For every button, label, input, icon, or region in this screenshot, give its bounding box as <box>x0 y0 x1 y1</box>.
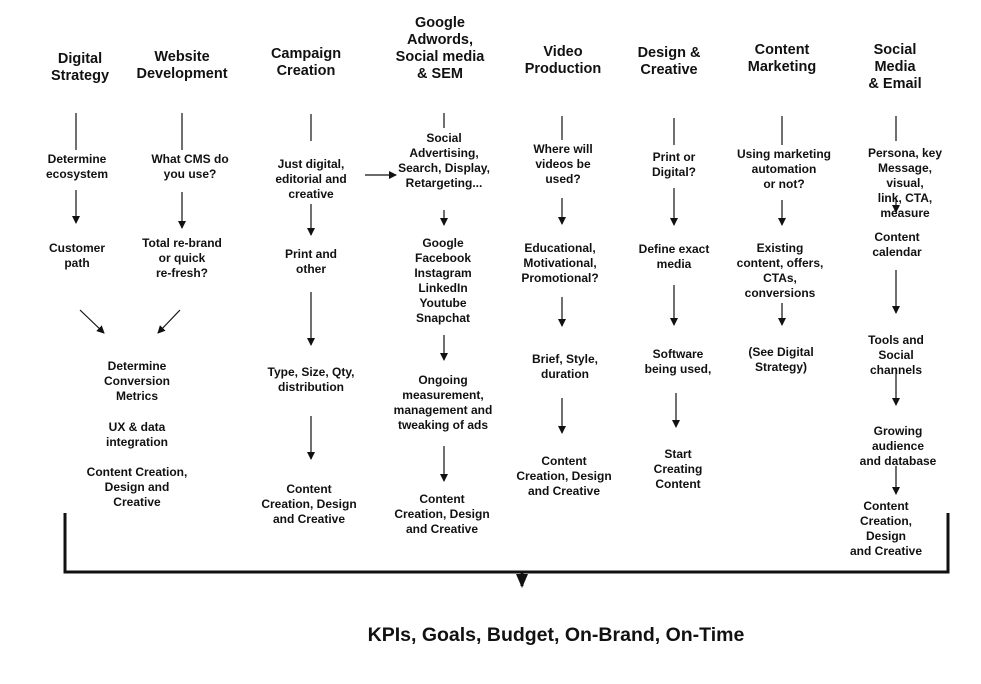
step-content-creation: Content Creation, Design and Creative <box>394 492 490 536</box>
shared-step-ux-data: UX & data integration <box>106 420 168 449</box>
step-content-creation: Content Creation, Design and Creative <box>261 482 357 526</box>
step-what-cms: What CMS do you use? <box>151 152 229 181</box>
step-growing-audience: Growing audience and database <box>859 424 937 468</box>
step-persona-message: Persona, key Message, visual, link, CTA, measure <box>867 146 943 220</box>
step-content-creation: Content Creation, Design and Creative <box>516 454 612 498</box>
step-software-used: Software being used, <box>644 347 712 376</box>
footer-summary: KPIs, Goals, Budget, On-Brand, On-Time <box>367 624 745 646</box>
shared-step-conversion-metrics: Determine Conversion Metrics <box>103 359 171 403</box>
step-content-calendar: Content calendar <box>872 230 922 259</box>
step-start-creating: Start Creating Content <box>653 447 703 491</box>
column-header-campaign-creation: Campaign Creation <box>270 46 342 79</box>
step-print-digital: Print or Digital? <box>652 150 696 179</box>
flow-arrow <box>80 310 104 333</box>
step-social-advertising: Social Advertising, Search, Display, Retargeting... <box>398 131 490 190</box>
step-tools-social: Tools and Social channels <box>868 333 924 377</box>
column-header-digital-strategy: Digital Strategy <box>50 51 110 84</box>
column-header-content-marketing: Content Marketing <box>747 42 817 75</box>
step-content-creation: Content Creation, Design and Creative <box>849 499 923 558</box>
shared-step-content-creation: Content Creation, Design and Creative <box>86 465 188 509</box>
step-existing-content: Existing content, offers, CTAs, conversions <box>736 241 824 300</box>
column-header-adwords-sem: Google Adwords, Social media & SEM <box>395 15 485 82</box>
column-header-video-production: Video Production <box>524 44 602 77</box>
column-header-social-email: Social Media & Email <box>868 42 922 92</box>
step-print-other: Print and other <box>284 247 338 276</box>
step-ongoing-measurement: Ongoing measurement, management and tweaking of ads <box>393 373 493 432</box>
step-rebrand-refresh: Total re-brand or quick re-fresh? <box>142 236 222 280</box>
step-where-videos: Where will videos be used? <box>533 142 593 186</box>
column-header-design-creative: Design & Creative <box>637 45 701 78</box>
column-header-website-development: Website Development <box>136 49 228 82</box>
step-define-media: Define exact media <box>638 242 710 271</box>
step-brief-style: Brief, Style, duration <box>531 352 599 381</box>
step-educational: Educational, Motivational, Promotional? <box>521 241 599 285</box>
step-determine-ecosystem: Determine ecosystem <box>45 152 109 181</box>
step-just-digital: Just digital, editorial and creative <box>275 157 347 201</box>
step-marketing-automation: Using marketing automation or not? <box>736 147 832 191</box>
step-platforms: Google Facebook Instagram LinkedIn Youtube Snapchat <box>414 236 472 325</box>
step-customer-path: Customer path <box>48 241 106 270</box>
flow-arrow <box>158 310 180 333</box>
bottom-bracket <box>65 513 948 572</box>
step-type-size-qty: Type, Size, Qty, distribution <box>267 365 355 394</box>
step-see-digital-strategy: (See Digital Strategy) <box>748 345 814 374</box>
